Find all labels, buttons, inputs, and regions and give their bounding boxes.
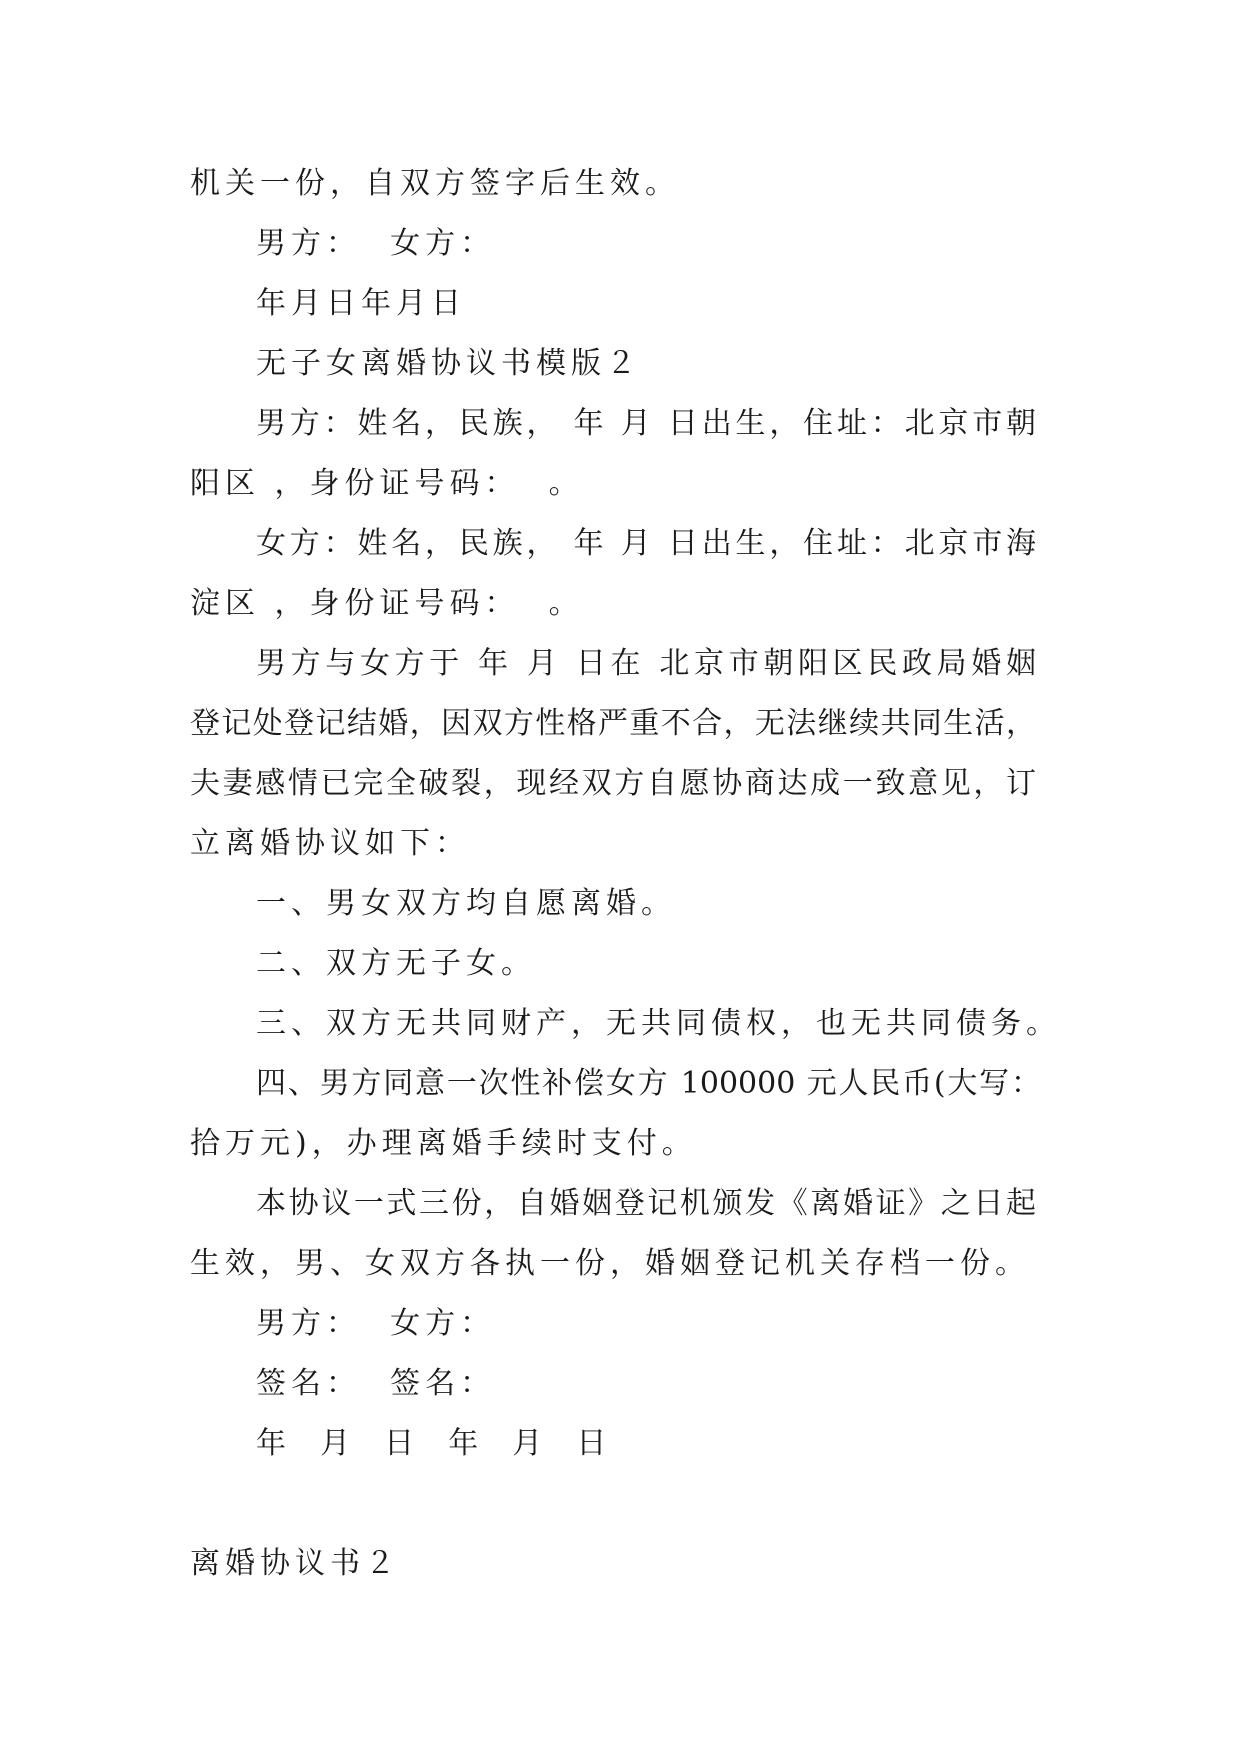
clause-line: 二、双方无子女。: [256, 946, 536, 981]
paragraph-line: 机关一份，自双方签字后生效。: [190, 166, 680, 201]
paragraph-line: 立离婚协议如下：: [190, 826, 470, 861]
clause-line: 四、男方同意一次性补偿女方 100000 元人民币(大写：: [256, 1066, 1041, 1101]
clause-line: 一、男女双方均自愿离婚。: [256, 886, 676, 921]
paragraph-line: 阳区 ，身份证号码： 。: [190, 466, 584, 501]
paragraph-line: 生效，男、女双方各执一份，婚姻登记机关存档一份。: [190, 1246, 1030, 1281]
signature-name-line: 签名： 签名：: [256, 1366, 496, 1401]
signature-date-line: 年月日年月日: [256, 286, 466, 321]
signature-date-line: 年 月 日 年 月 日: [256, 1426, 612, 1461]
paragraph-line: 男方与女方于 年 月 日在 北京市朝阳区民政局婚姻: [256, 646, 1036, 681]
signature-parties-line: 男方： 女方：: [256, 1306, 496, 1341]
signature-parties-line: 男方： 女方：: [256, 226, 496, 261]
paragraph-line: 淀区 ，身份证号码： 。: [190, 586, 584, 621]
clause-line: 拾万元)，办理离婚手续时支付。: [190, 1126, 697, 1161]
paragraph-line: 夫妻感情已完全破裂，现经双方自愿协商达成一致意见，订: [190, 766, 1036, 801]
section-title: 无子女离婚协议书模版２: [256, 346, 641, 381]
clause-line: 三、双方无共同财产，无共同债权，也无共同债务。: [256, 1006, 1061, 1041]
paragraph-line: 女方：姓名，民族， 年 月 日出生，住址：北京市海: [256, 526, 1036, 561]
section-title: 离婚协议书２: [190, 1546, 400, 1581]
paragraph-line: 登记处登记结婚，因双方性格严重不合，无法继续共同生活，: [190, 706, 1036, 741]
paragraph-line: 本协议一式三份，自婚姻登记机颁发《离婚证》之日起: [256, 1186, 1036, 1221]
paragraph-line: 男方：姓名，民族， 年 月 日出生，住址：北京市朝: [256, 406, 1036, 441]
